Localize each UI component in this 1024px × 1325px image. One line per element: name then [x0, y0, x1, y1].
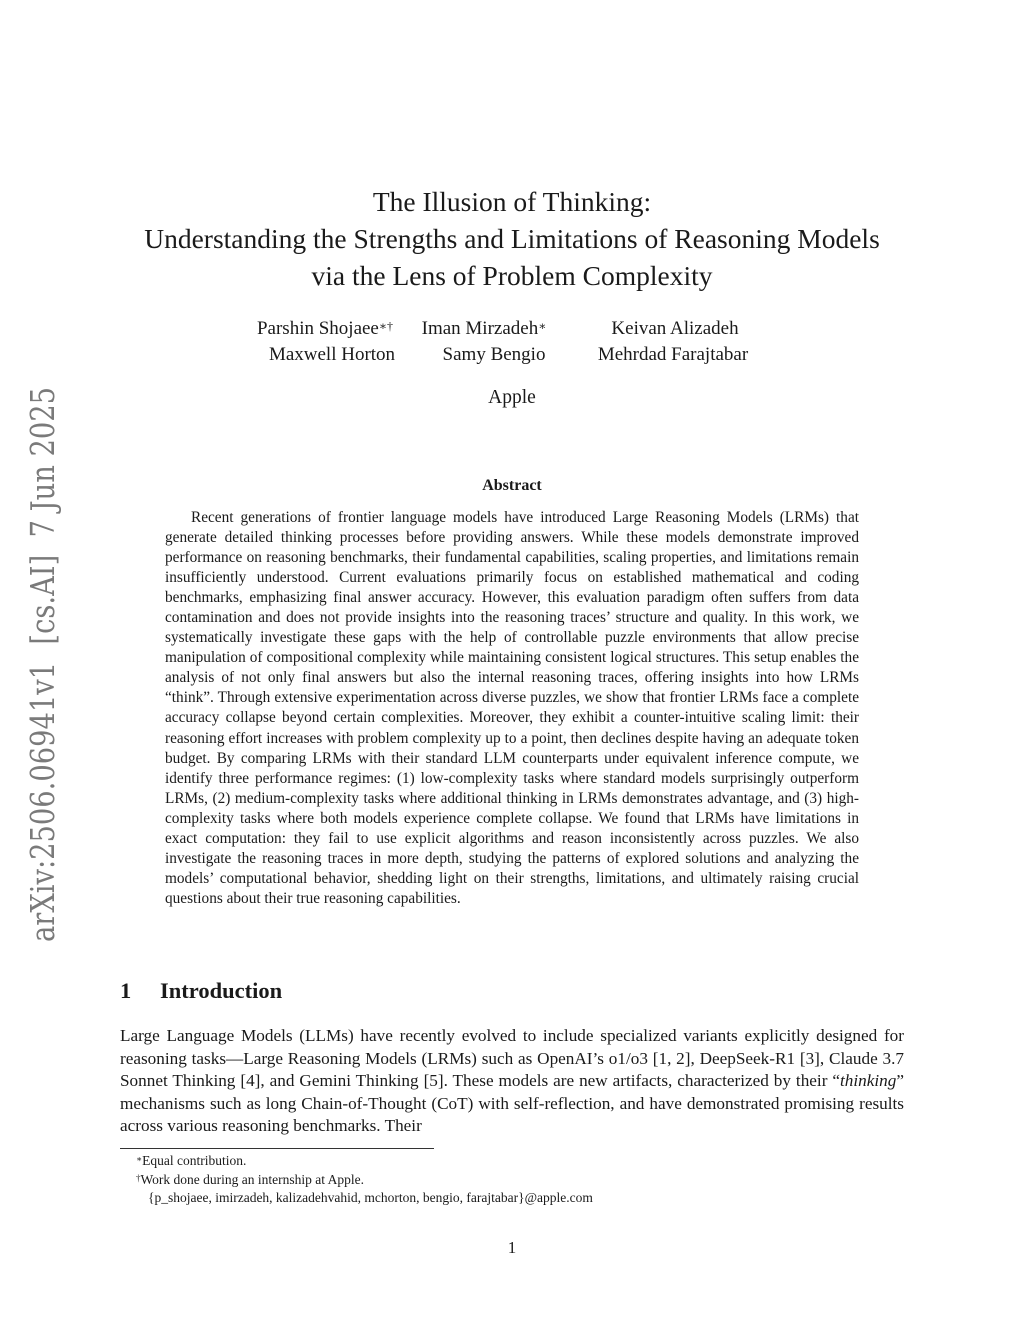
title-line-2: Understanding the Strengths and Limitations of Reasoning Models	[144, 223, 880, 254]
author-footnote-mark: ∗	[538, 319, 547, 333]
footnotes	[136, 1152, 896, 1208]
section-title: Introduction	[160, 978, 283, 1003]
footnote-emails: {p_shojaee, imirzadeh, kalizadehvahid, mchorton, bengio, farajtabar}@apple.com	[148, 1190, 593, 1205]
page-number: 1	[507, 1238, 517, 1257]
author-name: Iman Mirzadeh∗	[421, 318, 547, 339]
author-name: Mehrdad Farajtabar	[597, 344, 749, 365]
footnote-mark: ∗	[136, 1154, 143, 1164]
abstract-text: Recent generations of frontier language models have introduced Large Reasoning Models (LRMs) that generate detailed thinking processes before providing answers. While these models demonstrate improved performance on reasoning benchmarks, their fundamental capabilities, scaling properties, and limitations remain insufficiently understood. Current evaluations primarily focus on established mathematical and coding benchmarks, emphasizing final answer accuracy. However, this evaluation paradigm often suffers from data contamination and does not provide insights into the reasoning traces’ structure and quality. In this work, we systematically investigate these gaps with the help of controllable puzzle environments that allow precise manipulation of compositional complexity while maintaining consistent logical structures. This setup enables the analysis of not only final answers but also the internal reasoning traces, offering insights into how LRMs “think”. Through extensive experimentation across diverse puzzles, we show that frontier LRMs face a complete accuracy collapse beyond certain complexities. Moreover, they exhibit a counter-intuitive scaling limit: their reasoning effort increases with problem complexity up to a point, then declines despite having an adequate token budget. By comparing LRMs with their standard LLM counterparts under equivalent inference compute, we identify three performance regimes: (1) low-complexity tasks where standard models surprisingly outperform LRMs, (2) medium-complexity tasks where additional thinking in LRMs demonstrates advantage, and (3) high-complexity tasks where both models experience complete collapse. We found that LRMs have limitations in exact computation: they fail to use explicit algorithms and reason inconsistently across puzzles. We also investigate the reasoning traces in more depth, studying the patterns of explored solutions and analyzing the models’ computational behavior, shedding light on their strengths, limitations, and ultimately raising crucial questions about their true reasoning capabilities.	[165, 509, 859, 907]
author-footnote-mark: ∗†	[378, 319, 394, 333]
section-number: 1	[120, 978, 132, 1003]
arxiv-identifier: arXiv:2506.06941v1 [cs.AI] 7 Jun 2025	[23, 271, 62, 942]
emphasized-term: thinking	[840, 1071, 897, 1091]
paper-title	[100, 183, 924, 294]
author-name: Maxwell Horton	[268, 344, 396, 365]
section-heading	[120, 978, 282, 1004]
abstract-heading: Abstract	[482, 477, 542, 494]
title-line-1: The Illusion of Thinking:	[372, 186, 652, 217]
author-name: Parshin Shojaee∗†	[256, 318, 394, 339]
affiliation: Apple	[488, 387, 536, 408]
introduction-paragraph: Large Language Models (LLMs) have recently evolved to include specialized variants explicitly designed for reasoning tasks—Large Reasoning Models (LRMs) such as OpenAI’s o1/o3 [1, 2], DeepSeek-R1 [3], Claude 3.7 Sonnet Thinking [4], and Gemini Thinking [5]. These models are new artifacts, characterized by their “thinking” mechanisms such as long Chain-of-Thought (CoT) with self-reflection, and have demonstrated promising results across various reasoning benchmarks. Their	[120, 1026, 904, 1136]
footnote-mark: †	[136, 1172, 141, 1183]
footnote: †Work done during an internship at Apple.	[136, 1171, 364, 1187]
footnote: ∗Equal contribution.	[136, 1153, 247, 1168]
author-name: Samy Bengio	[442, 344, 546, 365]
title-line-3: via the Lens of Problem Complexity	[311, 260, 713, 291]
footnote-divider	[120, 1148, 434, 1149]
author-name: Keivan Alizadeh	[611, 318, 739, 339]
